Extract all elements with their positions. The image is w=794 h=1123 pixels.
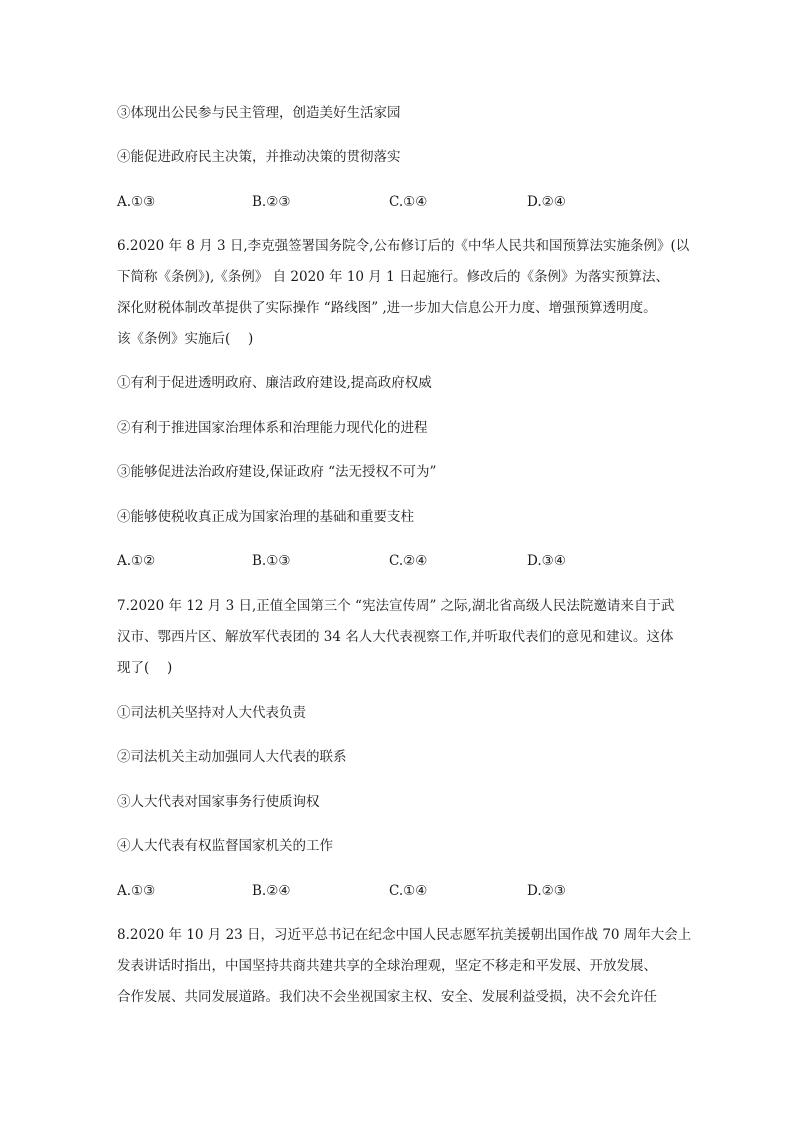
q6-stem-line-3: 深化财税体制改革提供了实际操作 “路线图” ,进一步加大信息公开力度、增强预算透明度。 bbox=[117, 300, 657, 316]
q6-option-a: A.①② bbox=[117, 553, 156, 569]
q6-stem-line-2: 下简称《条例》),《条例》 自 2020 年 10 月 1 日起施行。修改后的《条例》为落实预算法、 bbox=[117, 269, 669, 285]
q7-option-a: A.①③ bbox=[117, 883, 156, 899]
q6-statement-3: ③能够促进法治政府建设,保证政府 “法无授权不可为” bbox=[117, 464, 437, 480]
q6-option-d: D.③④ bbox=[527, 553, 566, 569]
q5-option-c: C.①④ bbox=[389, 194, 428, 210]
q8-stem-line-3: 合作发展、共同发展道路。我们决不会坐视国家主权、安全、发展利益受损，决不会允许任 bbox=[117, 989, 657, 1005]
q7-stem-line-2: 汉市、鄂西片区、解放军代表团的 34 名人大代表视察工作,并听取代表们的意见和建议。这体 bbox=[117, 629, 674, 645]
q5-statement-4: ④能促进政府民主决策，并推动决策的贯彻落实 bbox=[117, 149, 401, 165]
q7-option-c: C.①④ bbox=[389, 883, 428, 899]
q7-option-d: D.②③ bbox=[527, 883, 566, 899]
q7-statement-1: ①司法机关坚持对人大代表负责 bbox=[117, 705, 306, 721]
q6-statement-2: ②有利于推进国家治理体系和治理能力现代化的进程 bbox=[117, 420, 428, 436]
q7-stem-line-3: 现了( ) bbox=[117, 660, 173, 676]
q7-statement-4: ④人大代表有权监督国家机关的工作 bbox=[117, 838, 333, 854]
q7-stem-line-1: 7.2020 年 12 月 3 日,正值全国第三个 “宪法宣传周” 之际,湖北省高级人民法院邀请来自于武 bbox=[117, 598, 675, 614]
q8-stem-line-1: 8.2020 年 10 月 23 日，习近平总书记在纪念中国人民志愿军抗美援朝出国作战 70 周年大会上 bbox=[117, 927, 692, 943]
q6-option-b: B.①③ bbox=[252, 553, 291, 569]
q7-statement-2: ②司法机关主动加强同人大代表的联系 bbox=[117, 749, 347, 765]
q6-statement-1: ①有利于促进透明政府、廉洁政府建设,提高政府权威 bbox=[117, 375, 432, 391]
q6-statement-4: ④能够使税收真正成为国家治理的基础和重要支柱 bbox=[117, 509, 414, 525]
q5-option-b: B.②③ bbox=[252, 194, 291, 210]
q6-stem-line-1: 6.2020 年 8 月 3 日,李克强签署国务院令,公布修订后的《中华人民共和国预算法实施条例》(以 bbox=[117, 238, 690, 254]
q7-option-b: B.②④ bbox=[252, 883, 291, 899]
q7-statement-3: ③人大代表对国家事务行使质询权 bbox=[117, 794, 320, 810]
q6-stem-line-4: 该《条例》实施后( ) bbox=[117, 331, 254, 347]
q8-stem-line-2: 发表讲话时指出，中国坚持共商共建共享的全球治理观，坚定不移走和平发展、开放发展、 bbox=[117, 958, 657, 974]
q6-option-c: C.②④ bbox=[389, 553, 428, 569]
q5-statement-3: ③体现出公民参与民主管理，创造美好生活家园 bbox=[117, 105, 401, 121]
q5-option-a: A.①③ bbox=[117, 194, 156, 210]
q5-option-d: D.②④ bbox=[527, 194, 566, 210]
